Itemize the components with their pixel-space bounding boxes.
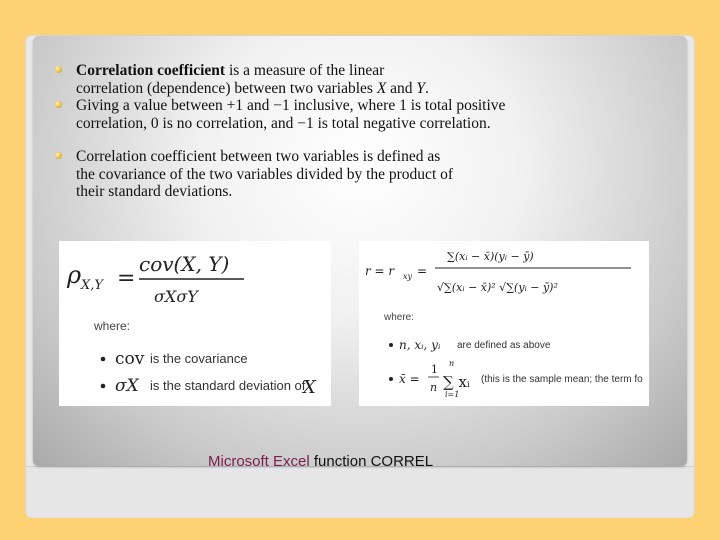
variable-x: X xyxy=(303,377,316,398)
bullet-text: correlation (dependence) between two variables xyxy=(76,79,377,97)
rho-subscript: X,Y xyxy=(81,278,103,293)
list-dot-icon xyxy=(101,357,106,362)
variable-x: X xyxy=(376,79,387,97)
population-formula-svg xyxy=(59,241,331,406)
sum-lower-limit: i=1 xyxy=(445,390,460,399)
r-lhs: r = r xyxy=(365,264,395,278)
mean-symbol: x̄ = xyxy=(399,372,420,386)
bullet-dot-icon xyxy=(55,152,62,159)
cov-description: is the covariance xyxy=(150,351,248,366)
microsoft-excel-link[interactable]: Microsoft Excel xyxy=(208,453,310,470)
numerator-cov: cov(X, Y) xyxy=(139,252,230,276)
where-label: where: xyxy=(94,319,131,333)
bullet-line xyxy=(76,62,655,80)
cov-symbol: cov xyxy=(115,349,145,369)
mean-sum: ∑ xᵢ xyxy=(443,373,470,391)
bullet-item-definition xyxy=(55,62,655,97)
where-label: where: xyxy=(384,312,415,323)
bullet-item-formula-def xyxy=(55,148,655,201)
rho-symbol: ρ xyxy=(67,261,82,289)
sigma-symbol: σX xyxy=(115,376,139,396)
slide-footer-band xyxy=(26,466,694,518)
bullet-item-range xyxy=(55,97,655,132)
sum-upper-limit: n xyxy=(449,359,455,368)
list-dot-icon xyxy=(389,377,393,381)
bullet-dot-icon xyxy=(55,101,62,108)
bullet-list xyxy=(55,62,655,201)
bullet-line xyxy=(76,80,655,98)
sample-correlation-formula-image xyxy=(359,241,649,406)
term-bold: Correlation coefficient xyxy=(76,62,226,79)
excel-caption xyxy=(208,453,433,470)
equals-sign: = xyxy=(117,266,136,291)
sigma-description: is the standard deviation of xyxy=(150,378,306,393)
bullet-line: correlation, 0 is no correlation, and −1 is total negative correlation. xyxy=(76,114,491,132)
bullet-dot-icon xyxy=(55,66,62,73)
list-dot-icon xyxy=(101,384,106,389)
mean-description: (this is the sample mean; the term fo xyxy=(481,374,643,385)
bullet-text: is a measure of the linear xyxy=(225,62,385,79)
population-correlation-formula-image xyxy=(59,241,331,406)
bullet-line: Correlation coefficient between two variables is defined as xyxy=(76,148,441,165)
denominator-sigma: σXσY xyxy=(154,287,198,306)
sample-denominator: √∑(xᵢ − x̄)² √∑(yᵢ − ȳ)² xyxy=(437,281,558,294)
list-dot-icon xyxy=(389,343,393,347)
caption-text: function CORREL xyxy=(309,453,434,470)
defined-description: are defined as above xyxy=(457,340,551,351)
sample-formula-svg xyxy=(359,241,649,406)
defined-symbols: n, xᵢ, yᵢ xyxy=(399,338,441,352)
bullet-text: and xyxy=(386,79,417,97)
bullet-line: the covariance of the two variables divided by the product of xyxy=(76,165,454,183)
variable-y: Y xyxy=(416,79,426,97)
bullet-line: Giving a value between +1 and −1 inclusive, where 1 is total positive xyxy=(76,97,506,114)
bullet-line: their standard deviations. xyxy=(76,183,233,200)
mean-fraction-numerator: 1 xyxy=(431,363,438,376)
r-subscript: xy xyxy=(403,272,413,281)
bullet-text: . xyxy=(425,79,429,97)
sample-numerator: ∑(xᵢ − x̄)(yᵢ − ȳ) xyxy=(447,250,534,263)
mean-fraction-denominator: n xyxy=(430,381,438,394)
equals-sign: = xyxy=(417,264,428,278)
